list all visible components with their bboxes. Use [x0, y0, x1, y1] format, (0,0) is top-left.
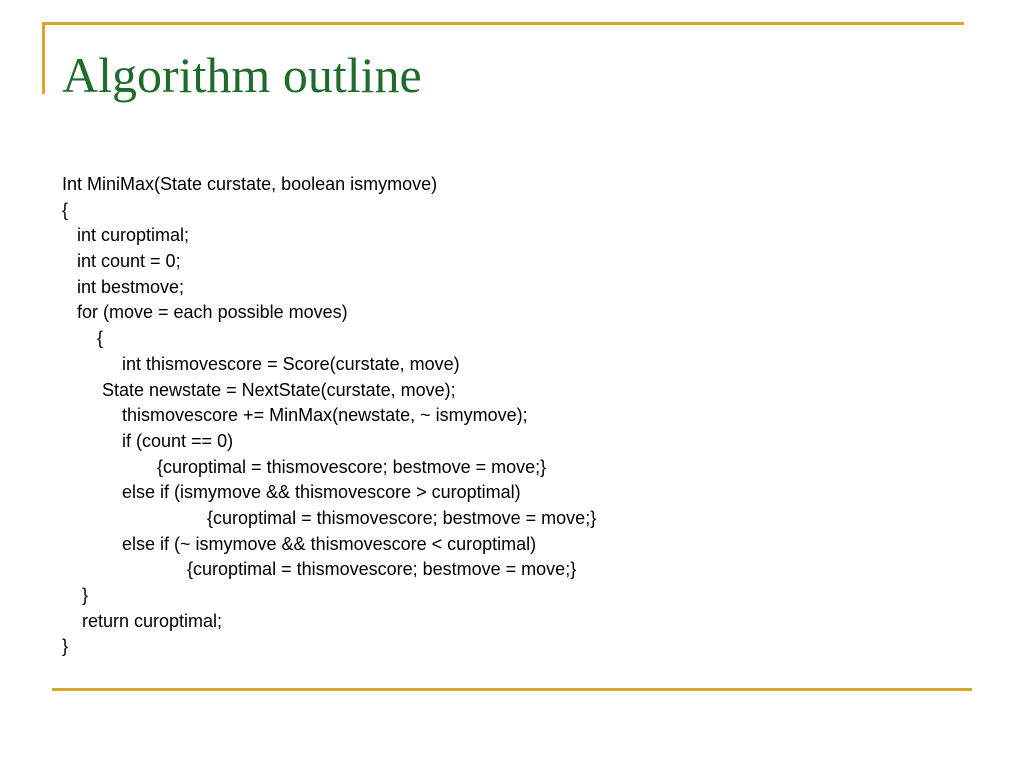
- code-block: [62, 172, 596, 660]
- code-line: {curoptimal = thismovescore; bestmove = move;}: [62, 456, 547, 477]
- code-line: {: [62, 328, 104, 349]
- code-line: if (count == 0): [62, 430, 234, 451]
- code-line: thismovescore += MinMax(newstate, ~ ismymove);: [62, 405, 528, 426]
- code-line: }: [62, 585, 89, 605]
- code-line: int curoptimal;: [62, 225, 190, 246]
- code-line: State newstate = NextState(curstate, move);: [62, 379, 456, 400]
- code-line: }: [62, 636, 69, 657]
- code-line: Int MiniMax(State curstate, boolean ismymove): [62, 174, 438, 194]
- code-line: else if (~ ismymove && thismovescore < curoptimal): [62, 533, 537, 554]
- code-line: int thismovescore = Score(curstate, move): [62, 353, 460, 374]
- code-line: {curoptimal = thismovescore; bestmove = move;}: [62, 559, 577, 580]
- accent-line-left: [42, 22, 45, 94]
- code-line: int bestmove;: [62, 276, 185, 297]
- accent-line-top: [42, 22, 964, 25]
- code-line: {: [62, 199, 69, 220]
- code-line: else if (ismymove && thismovescore > curoptimal): [62, 482, 521, 503]
- code-line: for (move = each possible moves): [62, 302, 348, 323]
- code-line: {curoptimal = thismovescore; bestmove = move;}: [62, 507, 597, 528]
- code-line: return curoptimal;: [62, 610, 223, 631]
- accent-line-bottom: [52, 688, 972, 691]
- code-line: int count = 0;: [62, 251, 181, 272]
- slide-title: Algorithm outline: [62, 47, 422, 103]
